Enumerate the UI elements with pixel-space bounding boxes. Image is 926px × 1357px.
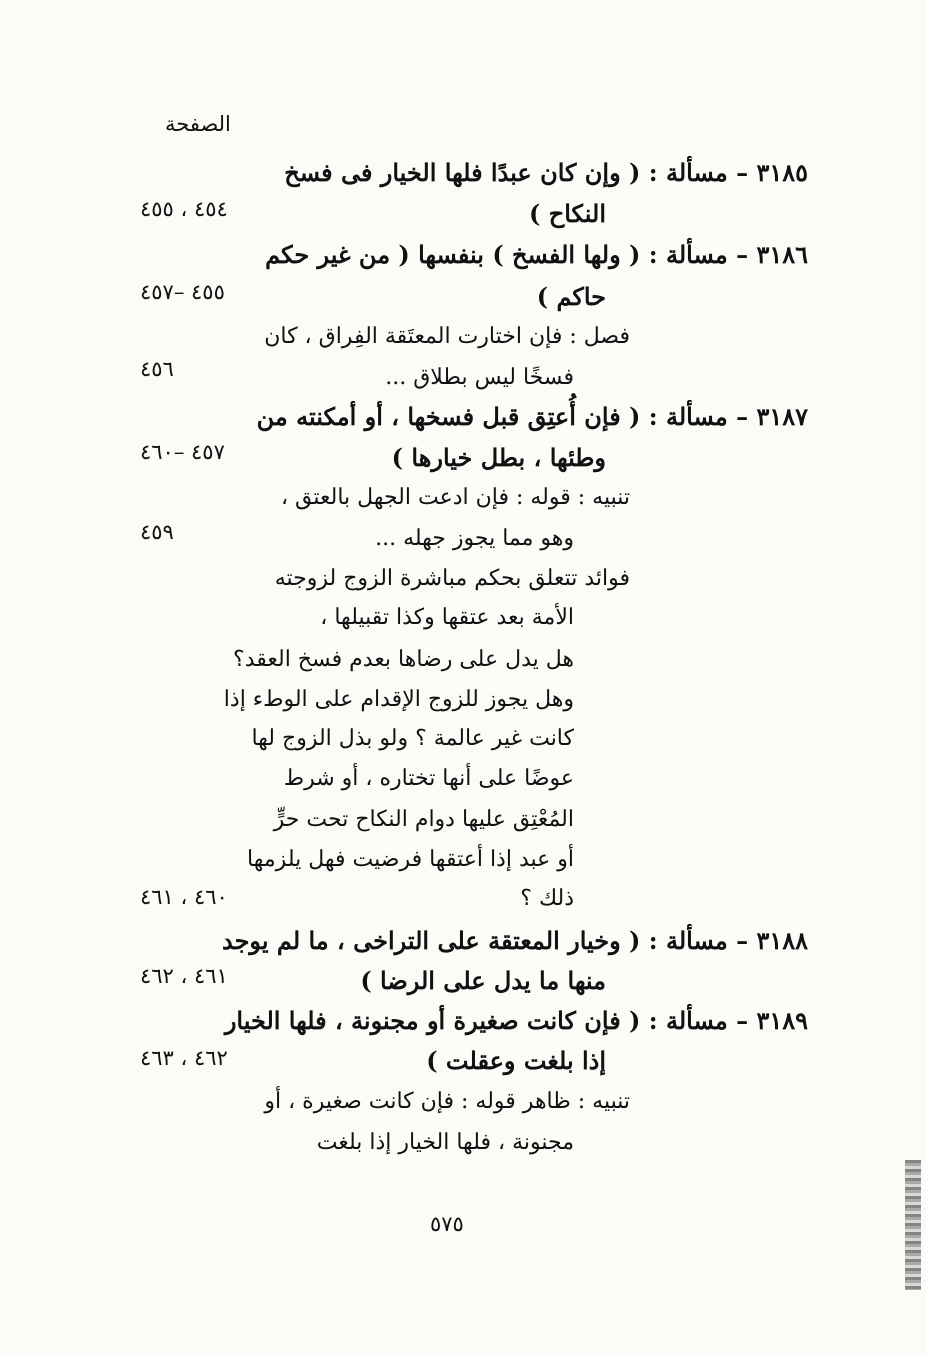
masala-heading-line: ٣١٨٥ – مسألة : ( وإن كان عبدًا فلها الخيار فى فسخ: [284, 158, 808, 187]
note-line: تنبيه : ظاهر قوله : فإن كانت صغيرة ، أو: [264, 1089, 630, 1114]
note-line: مجنونة ، فلها الخيار إذا بلغت: [316, 1130, 574, 1155]
note-line: عوضًا على أنها تختاره ، أو شرط: [283, 766, 574, 791]
note-line: فوائد تتعلق بحكم مباشرة الزوج لزوجته: [274, 566, 630, 591]
note-line: أو عبد إذا أعتقها فرضيت فهل يلزمها: [247, 847, 574, 872]
page-column-header: الصفحة: [165, 112, 231, 136]
page-reference: ٤٥٩: [140, 520, 174, 544]
masala-heading-line: منها ما يدل على الرضا ): [360, 966, 606, 995]
masala-heading-line: النكاح ): [529, 199, 606, 228]
masala-heading-line: حاكم ): [536, 282, 606, 311]
masala-heading-line: إذا بلغت وعقلت ): [426, 1046, 606, 1075]
page-reference: ٤٦١ ، ٤٦٢: [140, 964, 228, 988]
page-reference: ٤٥٥ –٤٥٧: [140, 280, 225, 304]
note-line: هل يدل على رضاها بعدم فسخ العقد؟: [233, 647, 574, 672]
note-line: فصل : فإن اختارت المعتَقة الفِراق ، كان: [264, 324, 630, 349]
scan-edge-mark: [905, 1160, 921, 1290]
note-line: الأمة بعد عتقها وكذا تقبيلها ،: [320, 605, 574, 630]
masala-heading-line: ٣١٨٦ – مسألة : ( ولها الفسخ ) بنفسها ( من غير حكم: [265, 240, 808, 269]
note-line: وهو مما يجوز جهله ...: [375, 526, 574, 551]
note-line: وهل يجوز للزوج الإقدام على الوطء إذا: [223, 687, 574, 712]
page-reference: ٤٦٢ ، ٤٦٣: [140, 1046, 228, 1070]
masala-heading-line: ٣١٨٧ – مسألة : ( فإن أُعتِق قبل فسخها ، أو أمكنته من: [256, 402, 808, 431]
masala-heading-line: وطئها ، بطل خيارها ): [391, 443, 606, 472]
note-line: كانت غير عالمة ؟ ولو بذل الزوج لها: [251, 726, 574, 751]
note-line: فسخًا ليس بطلاق ...: [385, 365, 574, 390]
page-reference: ٤٦٠ ، ٤٦١: [140, 885, 228, 909]
page-number: ٥٧٥: [430, 1212, 464, 1236]
page-reference: ٤٥٦: [140, 357, 174, 381]
note-line: ذلك ؟: [520, 886, 574, 911]
note-line: المُعْتِق عليها دوام النكاح تحت حرٍّ: [273, 807, 574, 832]
masala-heading-line: ٣١٨٩ – مسألة : ( فإن كانت صغيرة أو مجنونة ، فلها الخيار: [224, 1006, 808, 1035]
page-reference: ٤٥٧ –٤٦٠: [140, 440, 225, 464]
page-reference: ٤٥٤ ، ٤٥٥: [140, 197, 228, 221]
note-line: تنبيه : قوله : فإن ادعت الجهل بالعتق ،: [280, 485, 630, 510]
masala-heading-line: ٣١٨٨ – مسألة : ( وخيار المعتقة على التراخى ، ما لم يوجد: [221, 926, 808, 955]
